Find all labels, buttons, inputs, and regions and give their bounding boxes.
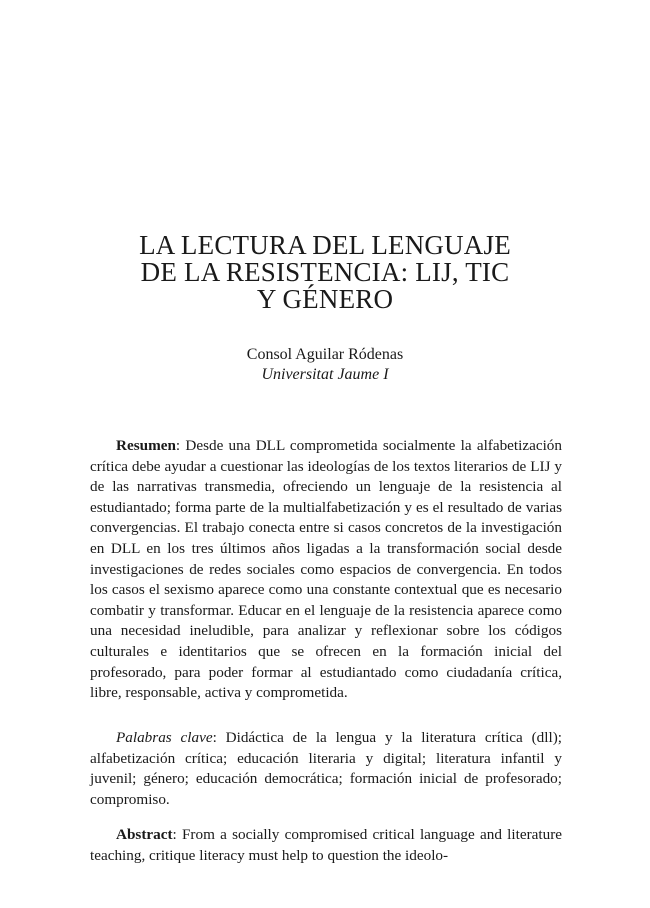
keywords-section <box>90 728 562 810</box>
abstract-paragraph <box>90 825 562 866</box>
title-line-2: DE LA RESISTENCIA: LIJ, TIC <box>140 257 510 287</box>
keywords-text: : Didáctica de la lengua y la literatura crítica (dll); alfabetización crítica; educación literaria y digital; literatura infantil y juvenil; género; educación democrática; formación inicial de profesorado; compromiso. <box>90 729 562 808</box>
resumen-label: Resumen <box>116 437 176 454</box>
abstract-text: : From a socially compromised critical language and literature teaching, critique literacy must help to question the ideolo- <box>90 826 562 864</box>
resumen-paragraph <box>90 436 562 704</box>
abstract-section <box>90 825 562 866</box>
resumen-section <box>90 436 562 704</box>
author-block <box>0 345 650 385</box>
author-affiliation: Universitat Jaume I <box>261 366 389 383</box>
abstract-label: Abstract <box>116 826 173 843</box>
title-line-3: Y GÉNERO <box>256 284 394 314</box>
paper-title <box>0 232 650 313</box>
author-name: Consol Aguilar Ródenas <box>246 346 404 363</box>
keywords-label: Palabras clave <box>116 729 213 746</box>
title-line-1: LA LECTURA DEL LENGUAJE <box>139 230 511 260</box>
resumen-text: : Desde una DLL comprometida socialmente la alfabetización crítica debe ayudar a cuestionar las ideologías de los textos literarios de LIJ y de las narrativas transmedia, ofreciendo un lenguaje de la resistencia al estudiantado; forma parte de la multialfabetización y es el resultado de varias convergencias. El trabajo conecta entre si casos concretos de la investigación en DLL en los tres últimos años ligadas a la transformación social desde investigaciones de redes sociales como espacios de convergencia. En todos los casos el sexismo aparece como una constante contextual que es necesario combatir y transformar. Educar en el lenguaje de la resistencia aparece como una necesidad ineludible, para analizar y reflexionar sobre los códigos culturales e identitarios que se ofrecen en la formación inicial del profesorado, para poder formar al estudiantado como ciudadanía crítica, libre, responsable, activa y comprometida. <box>90 437 562 702</box>
keywords-paragraph <box>90 728 562 810</box>
